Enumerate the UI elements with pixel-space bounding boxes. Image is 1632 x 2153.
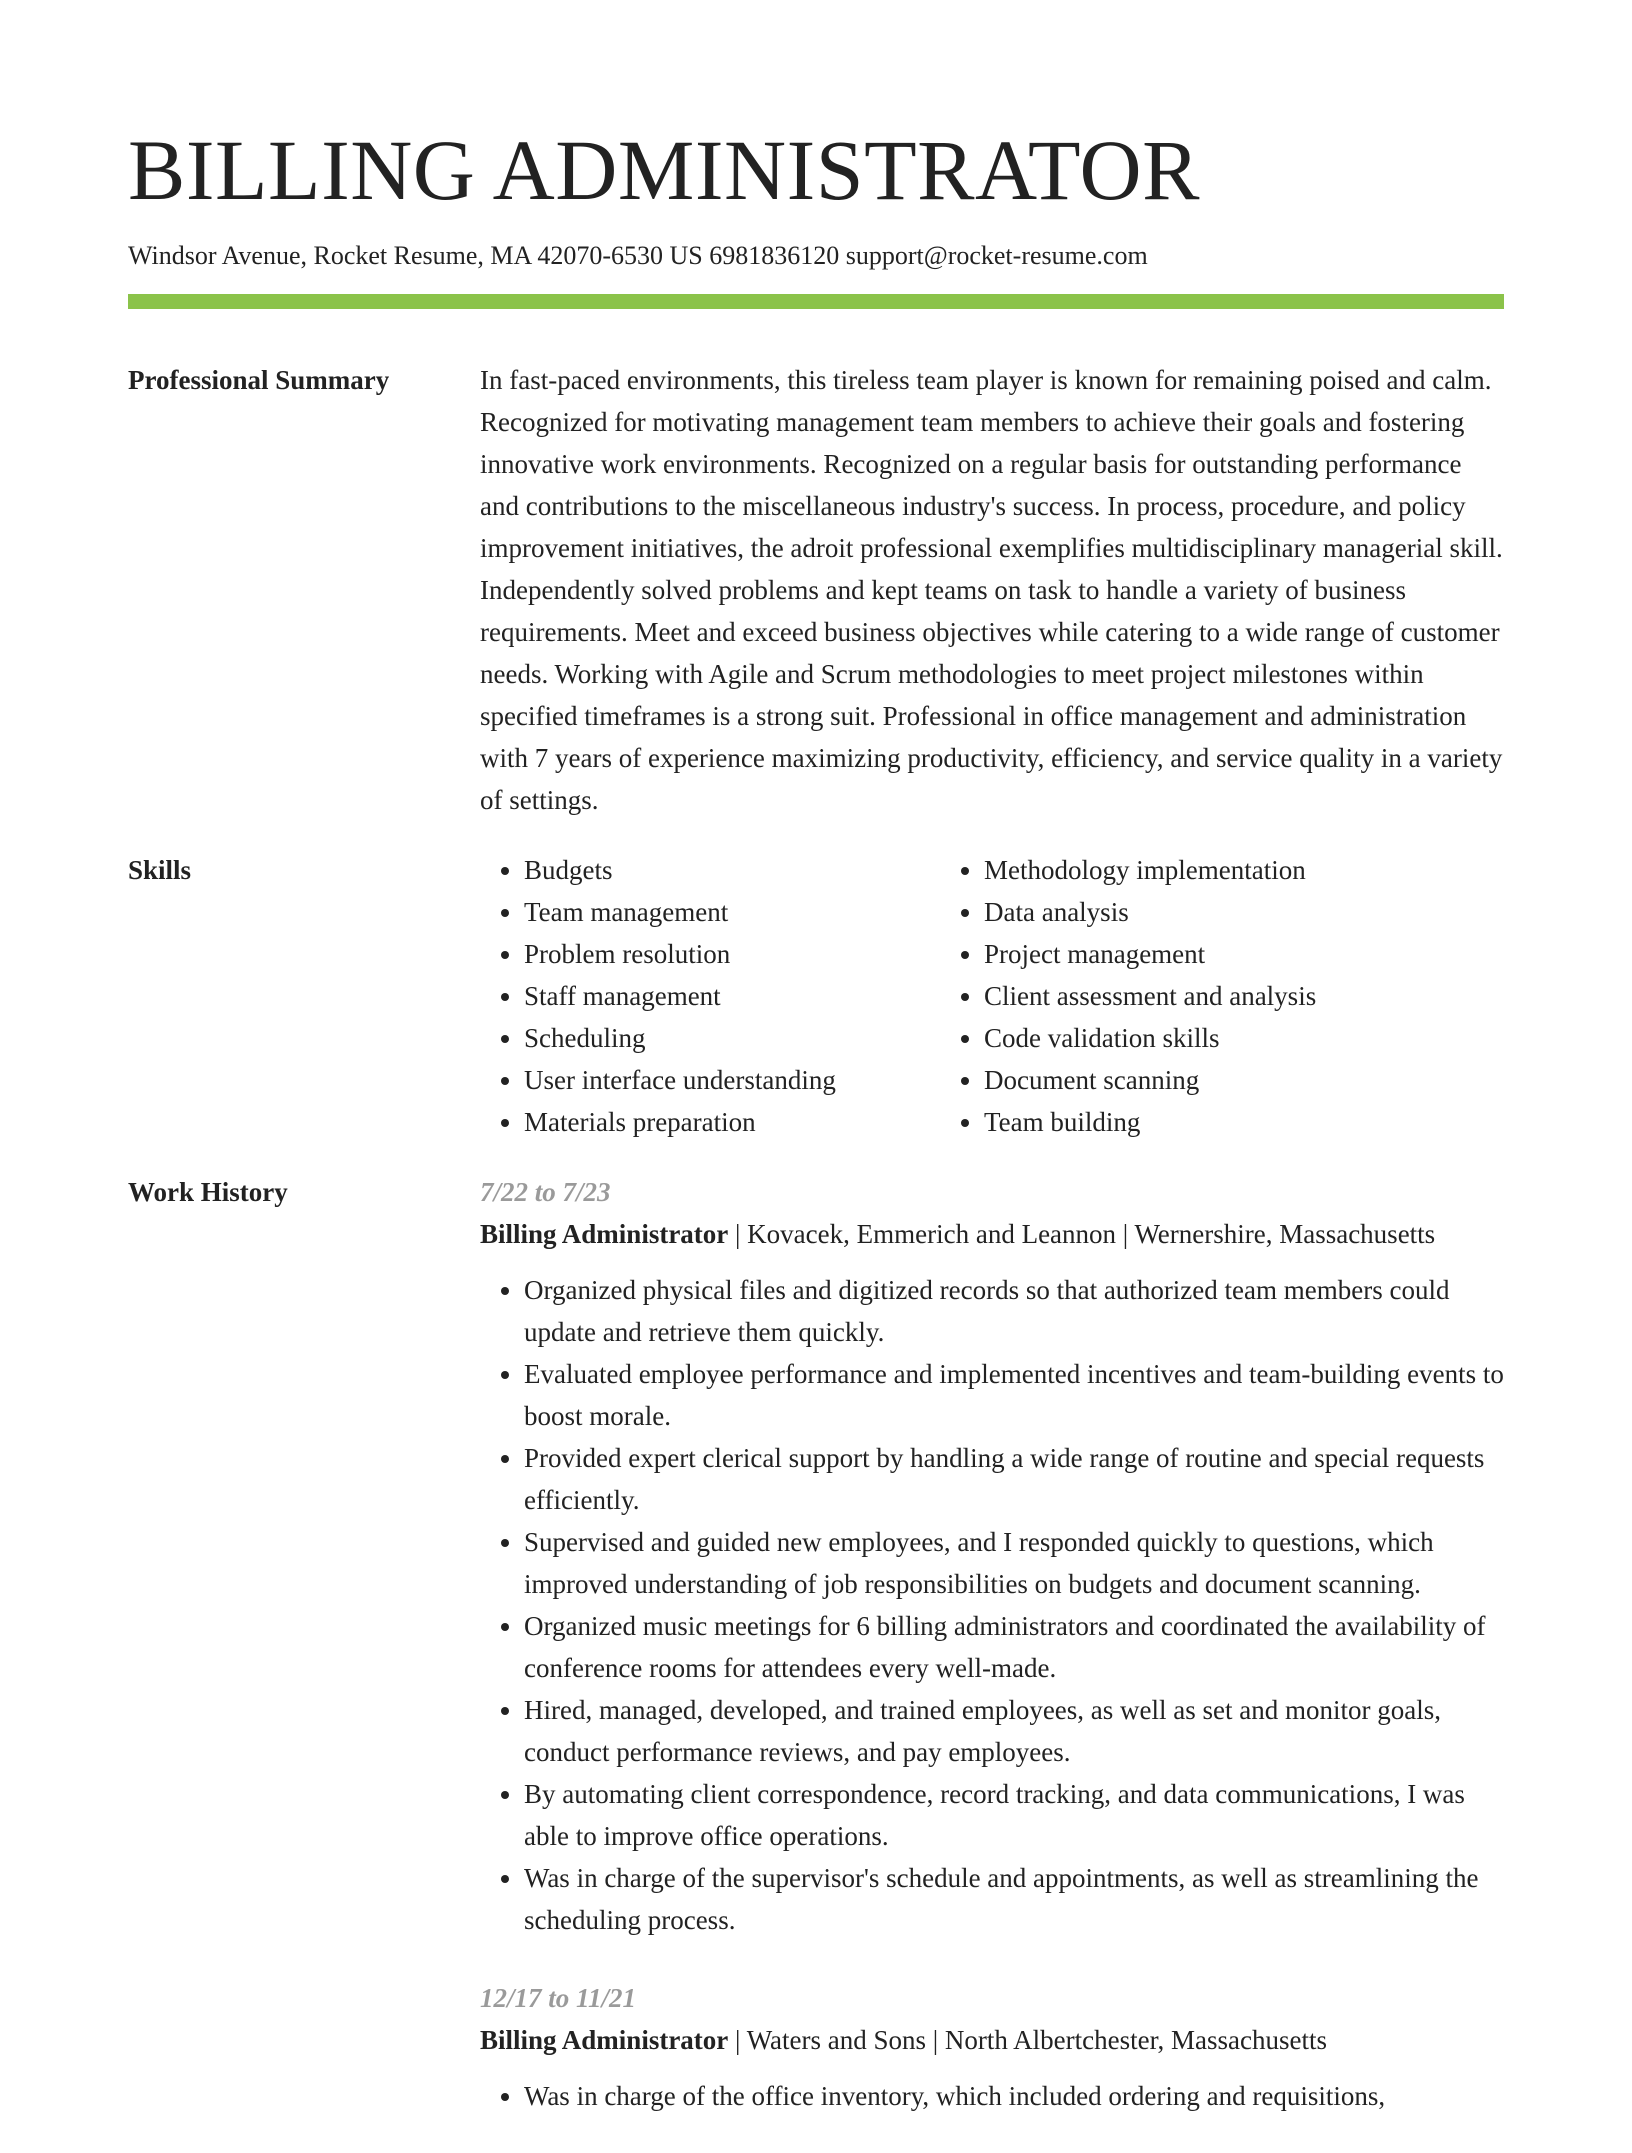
work-history-body <box>480 1171 1504 2153</box>
job-dates: 7/22 to 7/23 <box>480 1177 611 1207</box>
job-heading <box>480 2019 1504 2061</box>
skills-list-right <box>940 849 1400 1143</box>
skill-item: • Materials preparation <box>524 1101 940 1143</box>
skills-label: Skills <box>128 855 192 885</box>
skill-item: • Problem resolution <box>524 933 940 975</box>
job-bullet: • Provided expert clerical support by handling a wide range of routine and special requests efficiently. <box>524 1437 1504 1521</box>
skills-body <box>480 849 1504 1143</box>
contact-info: Windsor Avenue, Rocket Resume, MA 42070-6530 US 6981836120 support@rocket-resume.com <box>128 241 1148 270</box>
summary-label: Professional Summary <box>128 365 390 395</box>
summary-section <box>128 359 1504 821</box>
job-title: Billing Administrator <box>480 1219 729 1249</box>
summary-body <box>480 359 1504 821</box>
job-bullet: • Organized physical files and digitized records so that authorized team members could update and retrieve them quickly. <box>524 1269 1504 1353</box>
job-details: | Waters and Sons | North Albertchester, Massachusetts <box>728 2025 1327 2055</box>
job-bullet: • Was in charge of the supervisor's schedule and appointments, as well as streamlining the scheduling process. <box>524 1857 1504 1941</box>
job-details: | Kovacek, Emmerich and Leannon | Wernershire, Massachusetts <box>728 1219 1436 1249</box>
accent-divider <box>128 294 1504 309</box>
job-entry <box>480 1977 1504 2117</box>
job-bullets <box>480 2075 1504 2117</box>
job-bullet: • Was in charge of the office inventory, which included ordering and requisitions, <box>524 2075 1504 2117</box>
job-title: Billing Administrator <box>480 2025 729 2055</box>
work-history-section <box>128 1171 1504 2153</box>
skill-item: • Methodology implementation <box>984 849 1400 891</box>
job-bullets <box>480 1269 1504 1941</box>
job-bullet: • Organized music meetings for 6 billing administrators and coordinated the availability of conference rooms for attendees every well-made. <box>524 1605 1504 1689</box>
skill-item: • Team management <box>524 891 940 933</box>
job-bullet: • Evaluated employee performance and implemented incentives and team-building events to boost morale. <box>524 1353 1504 1437</box>
skill-item: • Project management <box>984 933 1400 975</box>
skill-item: • Scheduling <box>524 1017 940 1059</box>
skill-item: • Data analysis <box>984 891 1400 933</box>
skill-item: • Team building <box>984 1101 1400 1143</box>
skill-item: • Client assessment and analysis <box>984 975 1400 1017</box>
job-bullet: • Supervised and guided new employees, and I responded quickly to questions, which improved understanding of job responsibilities on budgets and document scanning. <box>524 1521 1504 1605</box>
skills-section <box>128 849 1504 1143</box>
skill-item: • Staff management <box>524 975 940 1017</box>
job-bullet: • Hired, managed, developed, and trained employees, as well as set and monitor goals, conduct performance reviews, and pay employees. <box>524 1689 1504 1773</box>
skill-item: • Code validation skills <box>984 1017 1400 1059</box>
skill-item: • Budgets <box>524 849 940 891</box>
job-dates: 12/17 to 11/21 <box>480 1983 637 2013</box>
skill-item: • Document scanning <box>984 1059 1400 1101</box>
job-heading <box>480 1213 1504 1255</box>
skills-list-left <box>480 849 940 1143</box>
work-history-label: Work History <box>128 1177 288 1207</box>
resume-name-heading: BILLING ADMINISTRATOR <box>128 122 1200 218</box>
job-entry <box>480 1171 1504 1941</box>
job-bullet: • By automating client correspondence, record tracking, and data communications, I was able to improve office operations. <box>524 1773 1504 1857</box>
skill-item: • User interface understanding <box>524 1059 940 1101</box>
summary-text: In fast-paced environments, this tireless team player is known for remaining poised and calm. Recognized for motivating management team members to achieve their goals and fostering innovative work environments. Recognized on a regular basis for outstanding performance and contributions to the miscellaneous industry's success. In process, procedure, and policy improvement initiatives, the adroit professional exemplifies multidisciplinary managerial skill. Independently solved problems and kept teams on task to handle a variety of business requirements. Meet and exceed business objectives while catering to a wide range of customer needs. Working with Agile and Scrum methodologies to meet project milestones within specified timeframes is a strong suit. Professional in office management and administration with 7 years of experience maximizing productivity, efficiency, and service quality in a variety of settings. <box>480 365 1503 815</box>
